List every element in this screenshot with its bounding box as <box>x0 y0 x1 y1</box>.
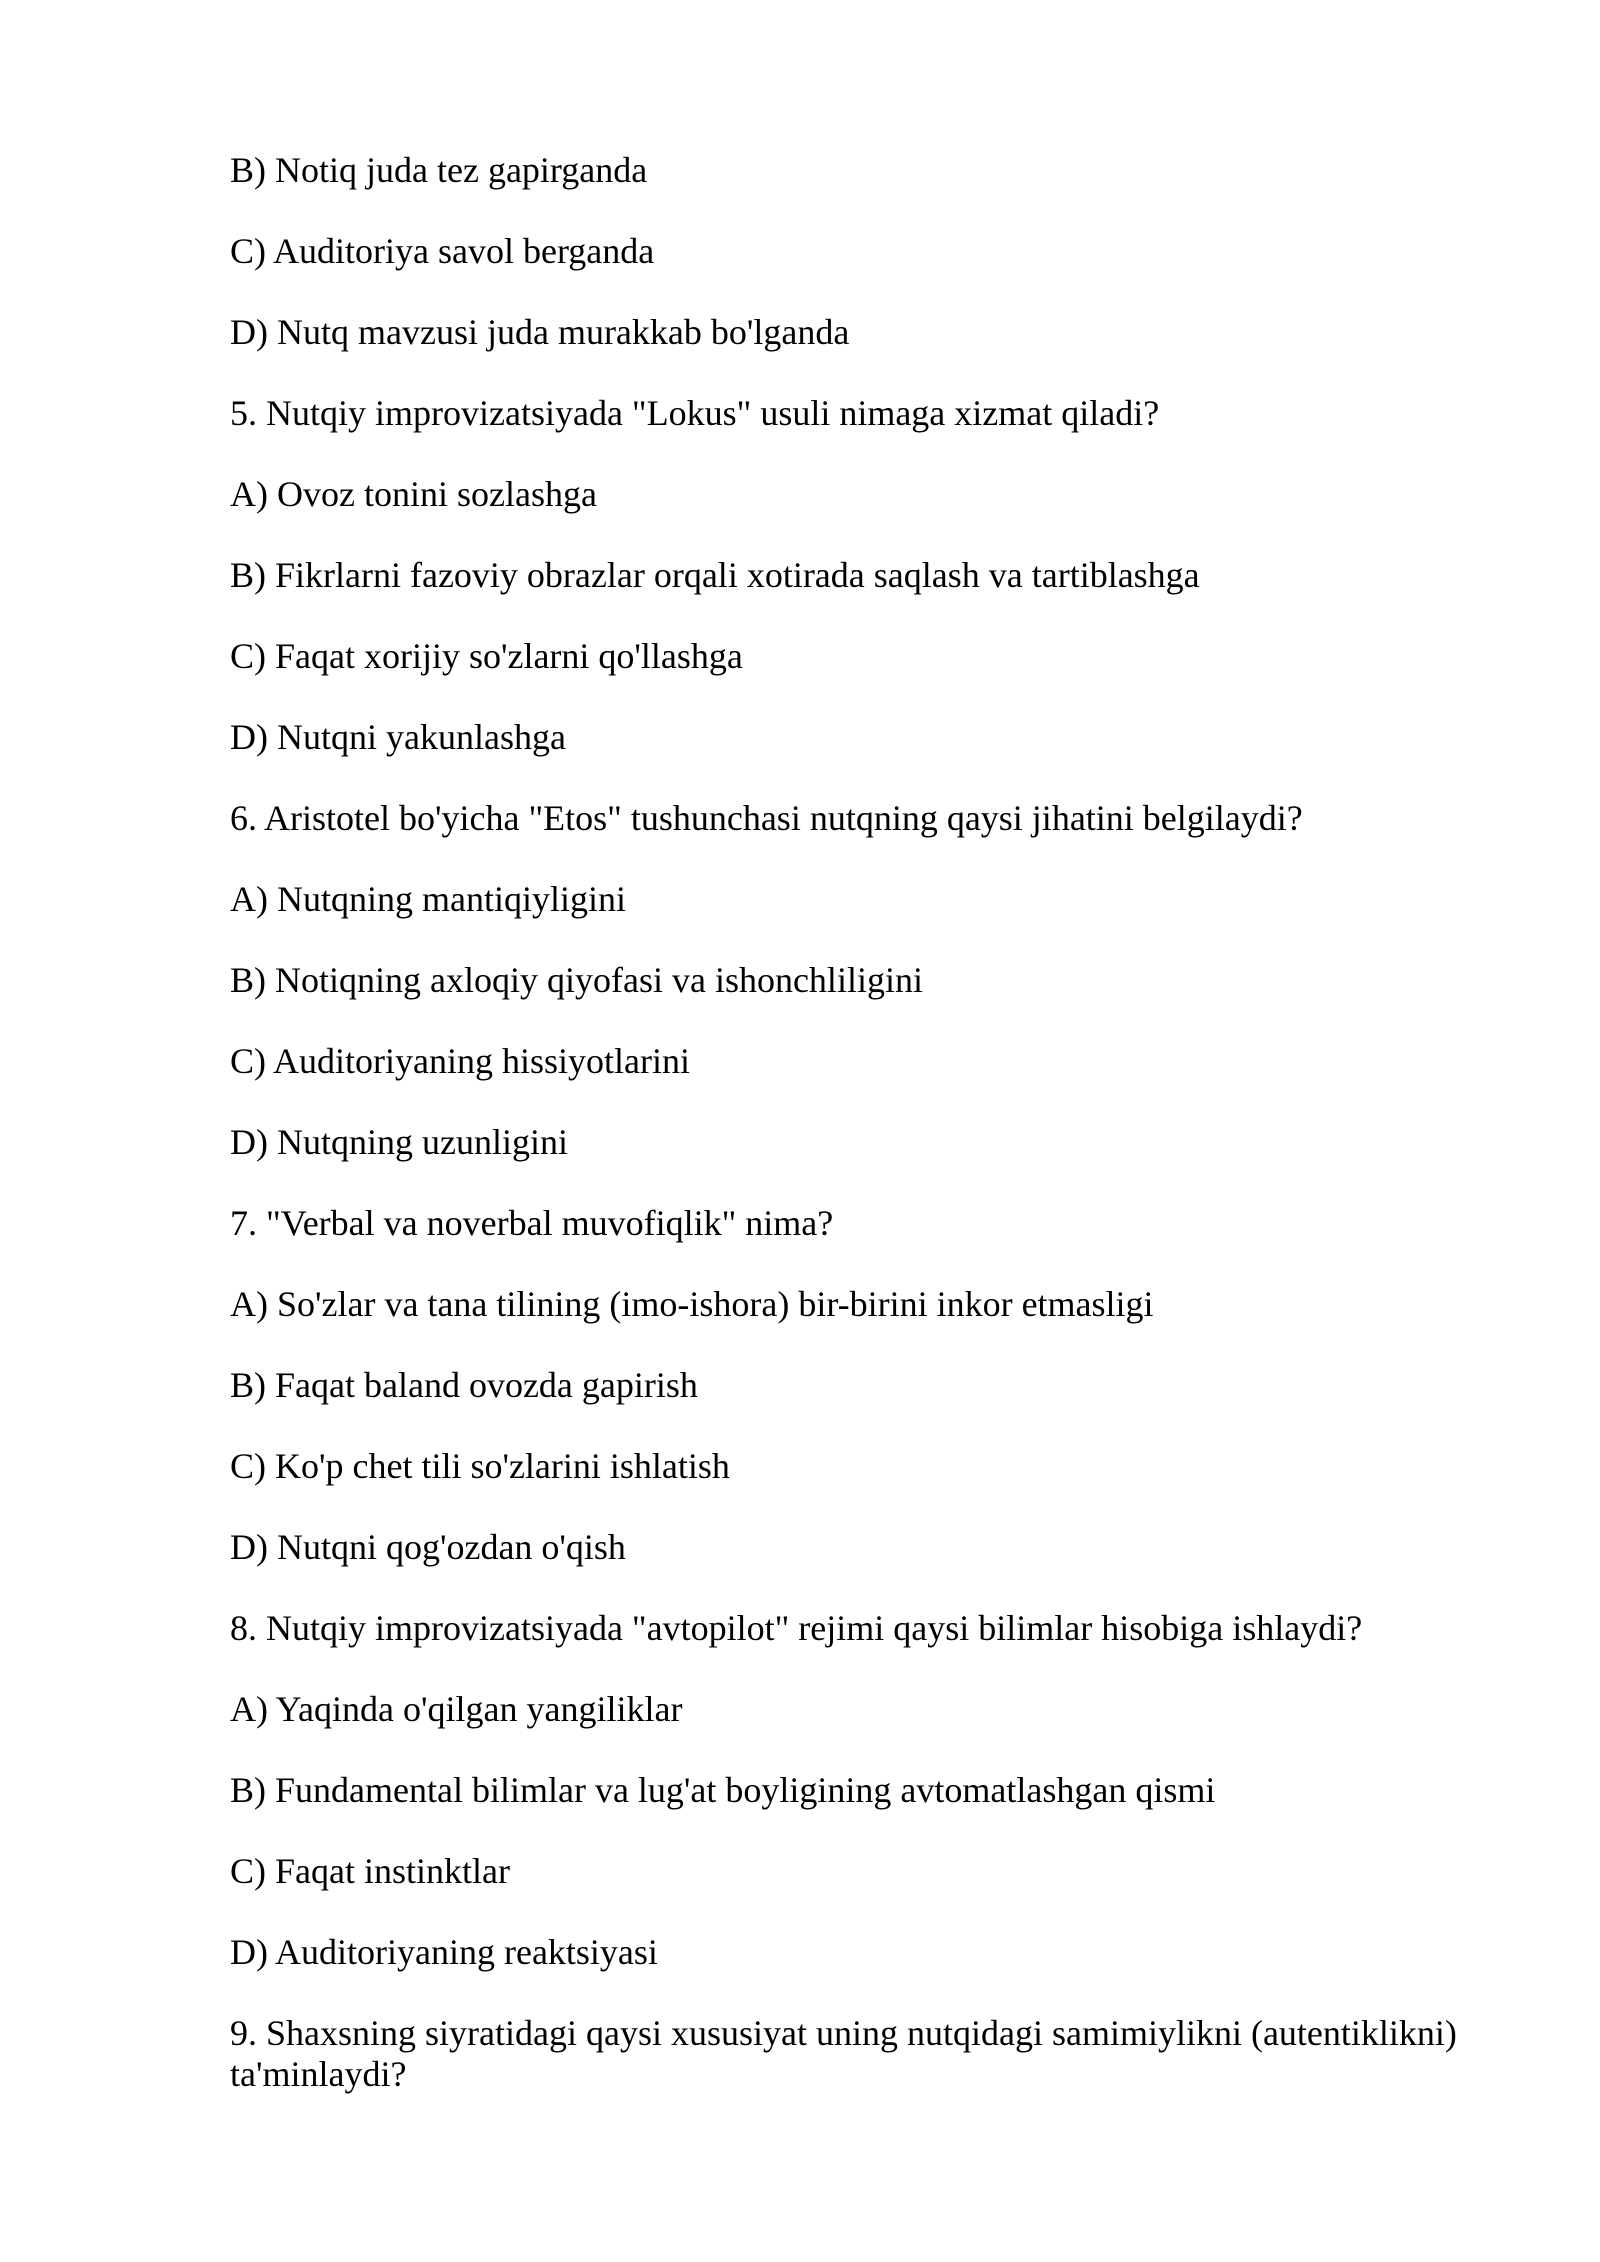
answer-option: C) Auditoriyaning hissiyotlarini <box>230 1041 690 1081</box>
answer-option: B) Notiq juda tez gapirganda <box>230 150 648 190</box>
question-9: 9. Shaxsning siyratidagi qaysi xususiyat uning nutqidagi samimiylikni (autentiklikni) ta'minlaydi? <box>230 2013 1457 2094</box>
answer-option: A) Ovoz tonini sozlashga <box>230 474 597 514</box>
question-7: 7. "Verbal va noverbal muvofiqlik" nima? <box>230 1203 834 1243</box>
answer-option: B) Notiqning axloqiy qiyofasi va ishonchliligini <box>230 960 923 1000</box>
answer-option: D) Nutqning uzunligini <box>230 1122 568 1162</box>
answer-option: D) Nutq mavzusi juda murakkab bo'lganda <box>230 312 850 352</box>
answer-option: D) Nutqni yakunlashga <box>230 717 566 757</box>
question-8: 8. Nutqiy improvizatsiyada "avtopilot" rejimi qaysi bilimlar hisobiga ishlaydi? <box>230 1608 1363 1648</box>
answer-option: B) Fundamental bilimlar va lug'at boyligining avtomatlashgan qismi <box>230 1770 1216 1810</box>
answer-option: D) Auditoriyaning reaktsiyasi <box>230 1932 658 1972</box>
answer-option: C) Auditoriya savol berganda <box>230 231 655 271</box>
question-6: 6. Aristotel bo'yicha "Etos" tushunchasi nutqning qaysi jihatini belgilaydi? <box>230 798 1303 838</box>
answer-option: D) Nutqni qog'ozdan o'qish <box>230 1527 626 1567</box>
answer-option: A) So'zlar va tana tilining (imo-ishora) bir-birini inkor etmasligi <box>230 1284 1154 1324</box>
answer-option: C) Faqat xorijiy so'zlarni qo'llashga <box>230 636 743 676</box>
answer-option: B) Faqat baland ovozda gapirish <box>230 1365 698 1405</box>
answer-option: B) Fikrlarni fazoviy obrazlar orqali xotirada saqlash va tartiblashga <box>230 555 1200 595</box>
answer-option: C) Faqat instinktlar <box>230 1851 510 1891</box>
answer-option: C) Ko'p chet tili so'zlarini ishlatish <box>230 1446 730 1486</box>
answer-option: A) Nutqning mantiqiyligini <box>230 879 626 919</box>
answer-option: A) Yaqinda o'qilgan yangiliklar <box>230 1689 683 1729</box>
document-body <box>230 150 1470 2095</box>
question-5: 5. Nutqiy improvizatsiyada "Lokus" usuli nimaga xizmat qiladi? <box>230 393 1160 433</box>
